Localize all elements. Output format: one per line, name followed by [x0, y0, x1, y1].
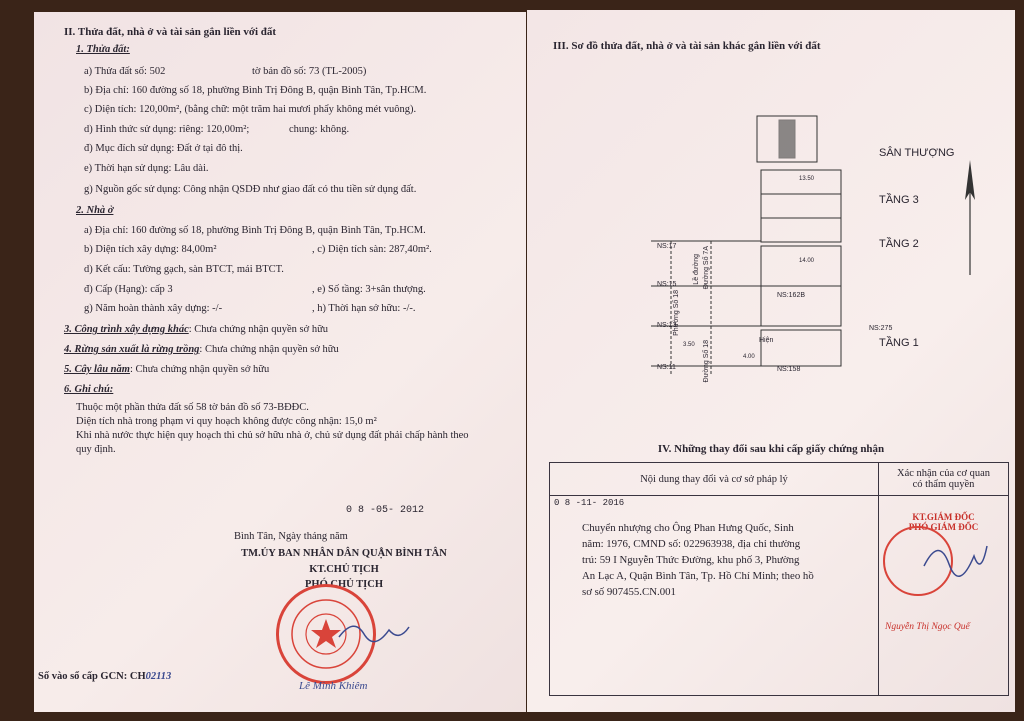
section-2-title: II. Thửa đất, nhà ở và tài sản gắn liền với đất — [64, 26, 277, 38]
land-a: a) Thửa đất số: 502 — [84, 66, 166, 77]
ns15-label: NS:15 — [657, 281, 677, 288]
issuing-authority: TM.ỦY BAN NHÂN DÂN QUẬN BÌNH TÂN — [241, 548, 447, 559]
signature-icon — [334, 612, 414, 652]
floor-1-label: TẦNG 1 — [879, 337, 919, 349]
dim-4: 3.50 — [683, 342, 695, 348]
ns17-label: NS:17 — [657, 243, 677, 250]
ns158-label: NS:158 — [777, 366, 801, 373]
item-4: 4. Rừng sản xuất là rừng trồng: Chưa chứng nhận quyền sở hữu — [64, 344, 339, 355]
confirm-vice: PHÓ GIÁM ĐỐC — [908, 522, 979, 532]
note-2: Diện tích nhà trong phạm vi quy hoạch không được công nhận: 15,0 m² — [76, 416, 377, 427]
change-line: An Lạc A, Quận Bình Tân, Tp. Hồ Chí Minh; theo hồ — [582, 570, 814, 582]
gcn-number: Số vào sổ cấp GCN: CH02113 — [38, 671, 172, 682]
house-g: g) Năm hoàn thành xây dựng: -/- — [84, 303, 223, 314]
road-label-2: Đường Số 7A — [703, 246, 710, 290]
item-3: 3. Công trình xây dựng khác: Chưa chứng nhận quyền sở hữu — [64, 324, 329, 335]
place-date: Bình Tân, Ngày tháng năm — [234, 531, 348, 542]
changes-col-content: Nội dung thay đổi và cơ sở pháp lý — [550, 463, 879, 496]
section-3-title: III. Sơ đồ thửa đất, nhà ở và tài sản khác gắn liền với đất — [553, 40, 821, 52]
house-b: b) Diện tích xây dựng: 84,00m² — [84, 244, 217, 255]
dim-2: 14.00 — [799, 258, 815, 264]
item-6-heading: 6. Ghi chú: — [64, 384, 114, 395]
signer-name: Lê Minh Khiêm — [299, 680, 368, 692]
floor-plan-diagram — [611, 106, 851, 402]
ns13-label: NS:13 — [657, 322, 677, 329]
certificate-left-page — [34, 12, 526, 712]
road-label-3: Phường Số 18 — [673, 290, 680, 336]
ns275-label: NS:275 — [869, 325, 893, 332]
changes-table — [549, 462, 1009, 696]
confirm-kt: KT.GIÁM ĐỐC — [912, 512, 975, 522]
land-heading: 1. Thửa đất: — [76, 44, 130, 55]
house-dd: đ) Cấp (Hạng): cấp 3 — [84, 284, 173, 295]
note-3: Khi nhà nước thực hiện quy hoạch thì chủ sở hữu nhà ở, chủ sử dụng đất phải chấp hành theo — [76, 430, 469, 441]
note-1: Thuộc một phần thửa đất số 58 tờ bản đồ số 73-BĐĐC. — [76, 402, 309, 413]
dim-1: 13.50 — [799, 176, 815, 182]
change-line: Chuyển nhượng cho Ông Phan Hưng Quốc, Sinh — [582, 522, 794, 534]
vice-chairman: PHÓ CHỦ TỊCH — [305, 579, 383, 590]
ns11-label: NS:11 — [657, 364, 676, 371]
land-g: g) Nguồn gốc sử dụng: Công nhận QSDĐ như giao đất có thu tiền sử dụng đất. — [84, 184, 417, 195]
changes-confirm-cell — [879, 496, 1009, 696]
change-description — [554, 520, 874, 600]
change-line: năm: 1976, CMND số: 022963938, địa chỉ thường — [582, 538, 801, 550]
road-label-4: Đường Số 18 — [703, 340, 710, 383]
confirm-signer: Nguyễn Thị Ngọc Quế — [885, 622, 970, 632]
ns162b-label: NS:162B — [777, 292, 806, 299]
note-4: quy định. — [76, 444, 116, 455]
land-e: e) Thời hạn sử dụng: Lâu dài. — [84, 163, 209, 174]
house-a: a) Địa chỉ: 160 đường số 18, phường Bình Trị Đông B, quận Bình Tân, Tp.HCM. — [84, 225, 426, 236]
house-heading: 2. Nhà ở — [76, 205, 114, 216]
house-d: d) Kết cấu: Tường gạch, sàn BTCT, mái BTCT. — [84, 264, 284, 275]
land-d-common: chung: không. — [289, 124, 350, 135]
land-map: tờ bản đồ số: 73 (TL-2005) — [252, 66, 367, 77]
house-e: , e) Số tầng: 3+sân thượng. — [312, 284, 426, 295]
changes-col-confirm: Xác nhận của cơ quan có thẩm quyền — [879, 463, 1009, 496]
house-h: , h) Thời hạn sở hữu: -/-. — [312, 303, 416, 314]
change-line: sơ số 907455.CN.001 — [582, 586, 676, 598]
issue-date-stamp: 0 8 -05- 2012 — [346, 505, 425, 516]
road-hien-label: Hiện — [759, 337, 774, 344]
confirm-signature-icon — [919, 536, 989, 586]
changes-content-cell — [550, 496, 879, 696]
kt-chairman: KT.CHỦ TỊCH — [309, 564, 379, 575]
change-date: 0 8 -11- 2016 — [554, 498, 625, 508]
floor-3-label: TẦNG 3 — [879, 194, 919, 206]
certificate-right-page — [527, 10, 1015, 712]
floor-rooftop-label: SÂN THƯỢNG — [879, 147, 955, 159]
road-label-1: Lề đường — [693, 254, 700, 285]
north-arrow-icon — [963, 160, 977, 280]
floor-2-label: TẦNG 2 — [879, 238, 919, 250]
land-d: d) Hình thức sử dụng: riêng: 120,00m²; — [84, 124, 250, 135]
land-b: b) Địa chỉ: 160 đường số 18, phường Bình Trị Đông B, quận Bình Tân, Tp.HCM. — [84, 85, 427, 96]
section-4-title: IV. Những thay đổi sau khi cấp giấy chứng nhận — [657, 443, 885, 455]
change-line: trú: 59 I Nguyễn Thức Đường, khu phố 3, Phường — [582, 554, 800, 566]
dim-3: 4.00 — [743, 354, 755, 360]
land-c: c) Diện tích: 120,00m², (bằng chữ: một trăm hai mươi phẩy không mét vuông). — [84, 104, 417, 115]
land-dd: đ) Mục đích sử dụng: Đất ở tại đô thị. — [84, 143, 243, 154]
item-5: 5. Cây lâu năm: Chưa chứng nhận quyền sở hữu — [64, 364, 270, 375]
house-c: , c) Diện tích sàn: 287,40m². — [312, 244, 432, 255]
